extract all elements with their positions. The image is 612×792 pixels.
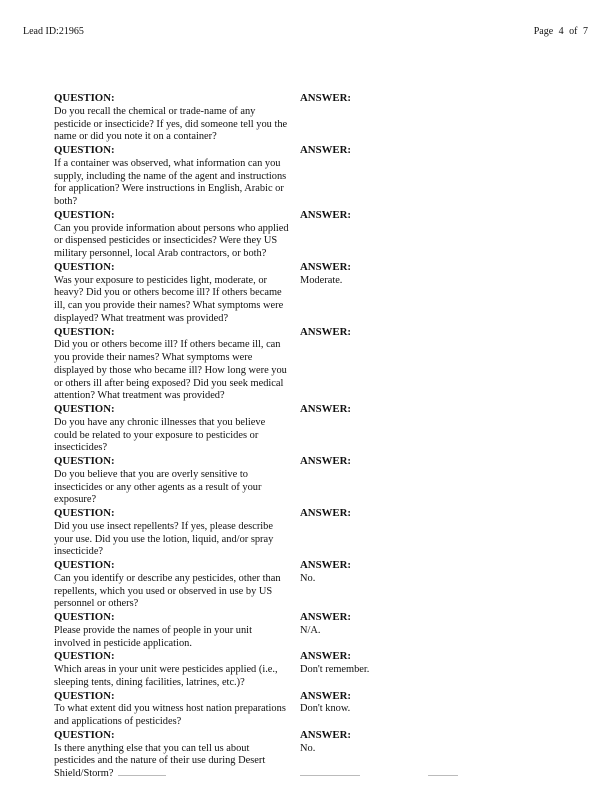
qa-item: [54, 261, 574, 326]
question-text: Did you use insect repellents? If yes, please describe your use. Did you use the lotion, liquid, and/or spray insecticide?: [54, 520, 274, 558]
answer-text: Moderate.: [300, 274, 343, 286]
footer-mark: [428, 775, 458, 776]
answer-label: ANSWER:: [300, 455, 351, 467]
answer-text: No.: [300, 572, 316, 584]
question-label: QUESTION:: [54, 611, 115, 623]
page-number: Page 4 of 7: [533, 26, 588, 37]
answer: [300, 455, 500, 507]
qa-item: [54, 326, 574, 404]
answer: [300, 92, 500, 144]
question: [54, 690, 290, 729]
question-text: Which areas in your unit were pesticides applied (i.e., sleeping tents, dining facilities, latrines, etc.)?: [54, 664, 278, 688]
footer-mark: [300, 775, 360, 776]
qa-item: [54, 611, 574, 650]
question-label: QUESTION:: [54, 728, 115, 741]
qa-item: [54, 403, 574, 455]
answer-text: Don't remember.: [300, 664, 370, 675]
answer: [300, 209, 500, 261]
answer-label: ANSWER:: [300, 611, 351, 623]
question: [54, 729, 290, 781]
question: [54, 92, 290, 144]
question-label: QUESTION:: [54, 403, 115, 415]
question-text: To what extent did you witness host nation preparations and applications of pesticides?: [54, 703, 286, 727]
answer-text: Don't know.: [300, 703, 351, 715]
answer-label: ANSWER:: [300, 208, 351, 221]
question: [54, 611, 290, 650]
qa-item: [54, 144, 574, 209]
question-text: Can you identify or describe any pesticides, other than repellents, which you used or observed in use by US personnel or others?: [54, 572, 281, 610]
question-text: Did you or others become ill? If others became ill, can you provide their names? What symptoms were displayed by those who became ill? How long were you or others ill after being exposed? Did you seek medical attention? What treatment was provided?: [54, 339, 287, 402]
answer-label: ANSWER:: [300, 92, 351, 104]
answer: [300, 403, 500, 455]
question-text: Do you believe that you are overly sensitive to insecticides or any other agents as a result of your exposure?: [54, 468, 262, 506]
question-text: Can you provide information about persons who applied or dispensed pesticides or insecticides? Were they US military personnel, local Arab contractors, or both?: [54, 222, 289, 259]
question: [54, 326, 290, 404]
answer-text: No.: [300, 742, 316, 754]
question-label: QUESTION:: [54, 92, 115, 104]
question-label: QUESTION:: [54, 208, 115, 221]
question-text: Do you recall the chemical or trade-name of any pesticide or insecticide? If yes, did someone tell you the name or did you note it on a container?: [54, 105, 288, 143]
answer: [300, 261, 500, 326]
answer-label: ANSWER:: [300, 260, 351, 273]
question-label: QUESTION:: [54, 689, 115, 702]
question: [54, 261, 290, 326]
question: [54, 507, 290, 559]
answer-label: ANSWER:: [300, 403, 351, 415]
question-label: QUESTION:: [54, 507, 115, 519]
qa-item: [54, 729, 574, 781]
question: [54, 403, 290, 455]
question-text: If a container was observed, what information can you supply, including the name of the agent and instructions for application? Were instructions in English, Arabic or both?: [54, 157, 287, 207]
question: [54, 209, 290, 261]
question-text: Do you have any chronic illnesses that you believe could be related to your exposure to pesticides or insecticides?: [54, 416, 266, 454]
answer: [300, 326, 500, 404]
question-label: QUESTION:: [54, 650, 115, 663]
question-text: Please provide the names of people in your unit involved in pesticide application.: [54, 624, 252, 649]
footer-mark: [118, 775, 166, 776]
qa-item: [54, 690, 574, 729]
question: [54, 455, 290, 507]
answer-label: ANSWER:: [300, 689, 351, 702]
answer: [300, 690, 500, 729]
answer-label: ANSWER:: [300, 325, 351, 338]
question-label: QUESTION:: [54, 559, 115, 571]
qa-item: [54, 209, 574, 261]
qa-item: [54, 92, 574, 144]
answer-label: ANSWER:: [300, 559, 351, 571]
answer-label: ANSWER:: [300, 144, 351, 156]
answer-label: ANSWER:: [300, 728, 351, 741]
answer-text: N/A.: [300, 624, 321, 636]
question: [54, 559, 290, 611]
qa-item: [54, 507, 574, 559]
answer: [300, 507, 500, 559]
answer: [300, 144, 500, 209]
question-text: Is there anything else that you can tell us about pesticides and the nature of their use during Desert Shield/Storm?: [54, 742, 266, 779]
answer: [300, 559, 500, 611]
question-label: QUESTION:: [54, 260, 115, 273]
qa-item: [54, 559, 574, 611]
question-answer-list: [54, 92, 574, 781]
qa-item: [54, 650, 574, 689]
question: [54, 650, 290, 689]
answer: [300, 650, 500, 689]
question-text: Was your exposure to pesticides light, moderate, or heavy? Did you or others become ill? If others became ill, can you provide their names? What symptoms were displayed? What treatment was provided?: [54, 274, 284, 324]
answer: [300, 729, 500, 781]
answer: [300, 611, 500, 650]
question-label: QUESTION:: [54, 455, 115, 467]
answer-label: ANSWER:: [300, 650, 351, 663]
question-label: QUESTION:: [54, 144, 115, 156]
question-label: QUESTION:: [54, 325, 115, 338]
lead-id: Lead ID:21965: [23, 26, 84, 37]
answer-label: ANSWER:: [300, 507, 351, 519]
question: [54, 144, 290, 209]
qa-item: [54, 455, 574, 507]
